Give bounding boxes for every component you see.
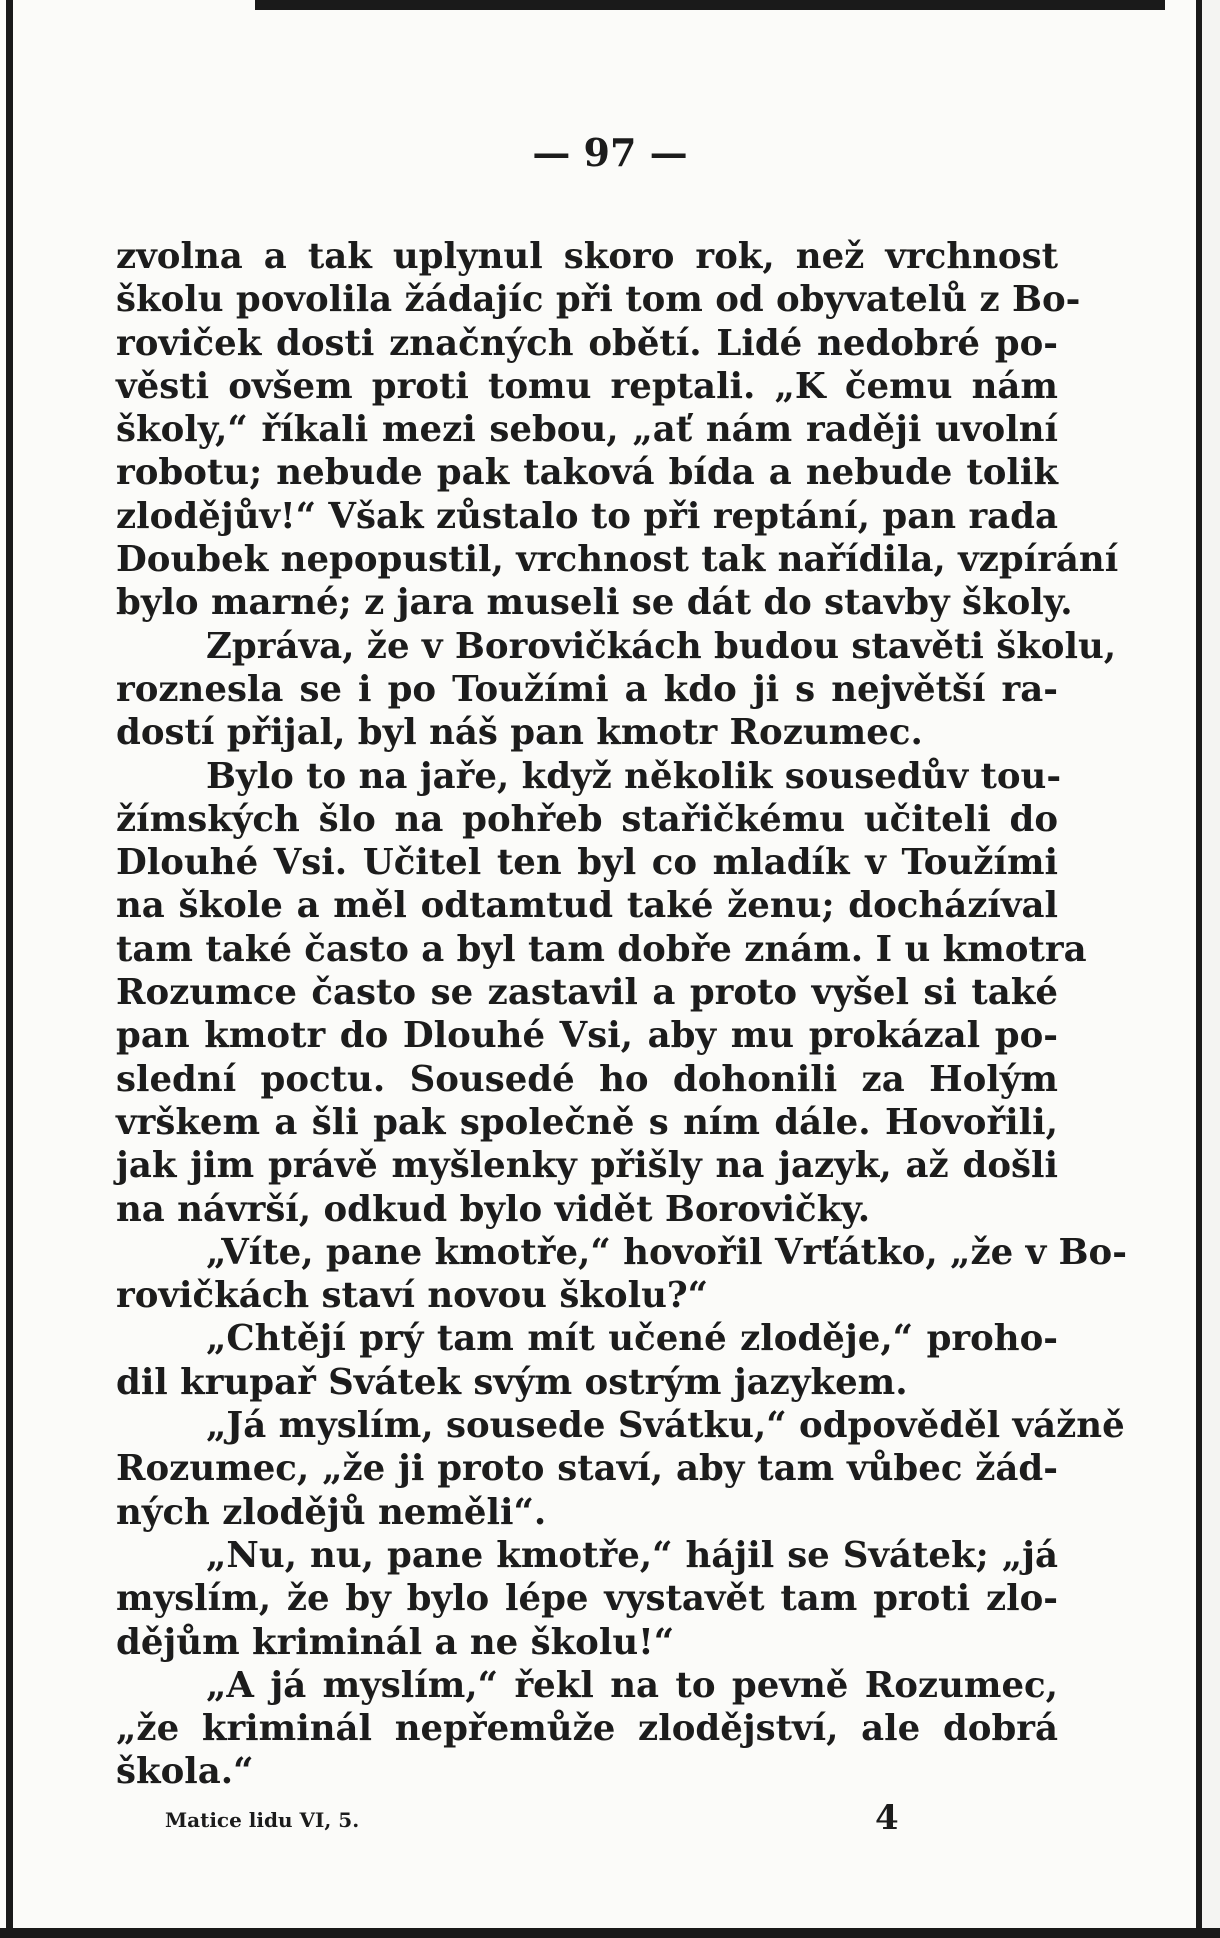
text-line: myslím, že by bylo lépe vystavět tam proti zlo-	[116, 1578, 1058, 1620]
page-edge-right	[1196, 0, 1202, 1938]
text-line: jak jim právě myšlenky přišly na jazyk, až došli	[116, 1145, 1058, 1187]
text-line: zlodějův!“ Však zůstalo to při reptání, pan rada	[116, 495, 1058, 537]
text-line: školy,“ říkali mezi sebou, „ať nám raději uvolní	[116, 409, 1058, 451]
text-line: dostí přijal, byl náš pan kmotr Rozumec.	[116, 712, 923, 754]
text-line: roznesla se i po Toužími a kdo ji s největší ra-	[116, 668, 1058, 710]
text-line: „A já myslím,“ řekl na to pevně Rozumec,	[206, 1664, 1058, 1706]
text-line: dějům kriminál a ne školu!“	[116, 1621, 675, 1663]
text-line: „že kriminál nepřemůže zlodějství, ale dobrá	[116, 1708, 1058, 1750]
text-line: žímských šlo na pohřeb stařičkému učiteli do	[116, 798, 1058, 840]
text-line: „Chtějí prý tam mít učené zloděje,“ proho-	[206, 1318, 1058, 1360]
printer-signature: Matice lidu VI, 5.	[165, 1808, 360, 1832]
text-line: roviček dosti značných obětí. Lidé nedobré po-	[116, 322, 1058, 364]
text-line: Rozumec, „že ji proto staví, aby tam vůbec žád-	[116, 1448, 1058, 1490]
text-line: tam také často a byl tam dobře znám. I u kmotra	[116, 928, 1087, 970]
text-line: rovičkách staví novou školu?“	[116, 1275, 709, 1317]
text-line: Zpráva, že v Borovičkách budou stavěti školu,	[206, 625, 1117, 667]
text-line: „Víte, pane kmotře,“ hovořil Vrťátko, „že v Bo-	[206, 1231, 1127, 1273]
page-edge-top	[255, 0, 1165, 10]
text-line: škola.“	[116, 1751, 254, 1793]
text-line: na škole a měl odtamtud také ženu; docházíval	[116, 885, 1058, 927]
text-line: pan kmotr do Dlouhé Vsi, aby mu prokázal po-	[116, 1015, 1058, 1057]
text-line: „Nu, nu, pane kmotře,“ hájil se Svátek; „já	[206, 1534, 1058, 1576]
page-number: — 97 —	[532, 130, 688, 175]
page-edge-bottom	[0, 1928, 1220, 1938]
text-line: robotu; nebude pak taková bída a nebude tolik	[116, 452, 1058, 494]
text-line: zvolna a tak uplynul skoro rok, než vrchnost	[116, 236, 1058, 277]
text-line: bylo marné; z jara museli se dát do stavby školy.	[116, 582, 1073, 624]
scan-background-right	[1202, 0, 1220, 1938]
text-line: Rozumce často se zastavil a proto vyšel si také	[116, 972, 1058, 1014]
text-line: školu povolila žádajíc při tom od obyvatelů z Bo-	[116, 279, 1081, 321]
text-line: dil krupař Svátek svým ostrým jazykem.	[116, 1361, 908, 1403]
text-line: „Já myslím, sousede Svátku,“ odpověděl vážně	[206, 1405, 1125, 1447]
text-line: věsti ovšem proti tomu reptali. „K čemu nám	[116, 365, 1058, 407]
page-edge-left	[6, 0, 13, 1938]
sheet-number: 4	[875, 1798, 899, 1838]
body-text	[116, 235, 1127, 1794]
text-line: ných zlodějů neměli“.	[116, 1491, 547, 1533]
text-line: slední poctu. Sousedé ho dohonili za Holým	[116, 1058, 1058, 1100]
text-line: na návrší, odkud bylo vidět Borovičky.	[116, 1188, 871, 1230]
text-line: Dlouhé Vsi. Učitel ten byl co mladík v Toužími	[116, 842, 1058, 884]
text-line: Bylo to na jaře, když několik sousedův tou-	[206, 755, 1062, 797]
text-line: vrškem a šli pak společně s ním dále. Hovořili,	[116, 1101, 1058, 1143]
text-line: Doubek nepopustil, vrchnost tak nařídila, vzpírání	[116, 539, 1119, 581]
